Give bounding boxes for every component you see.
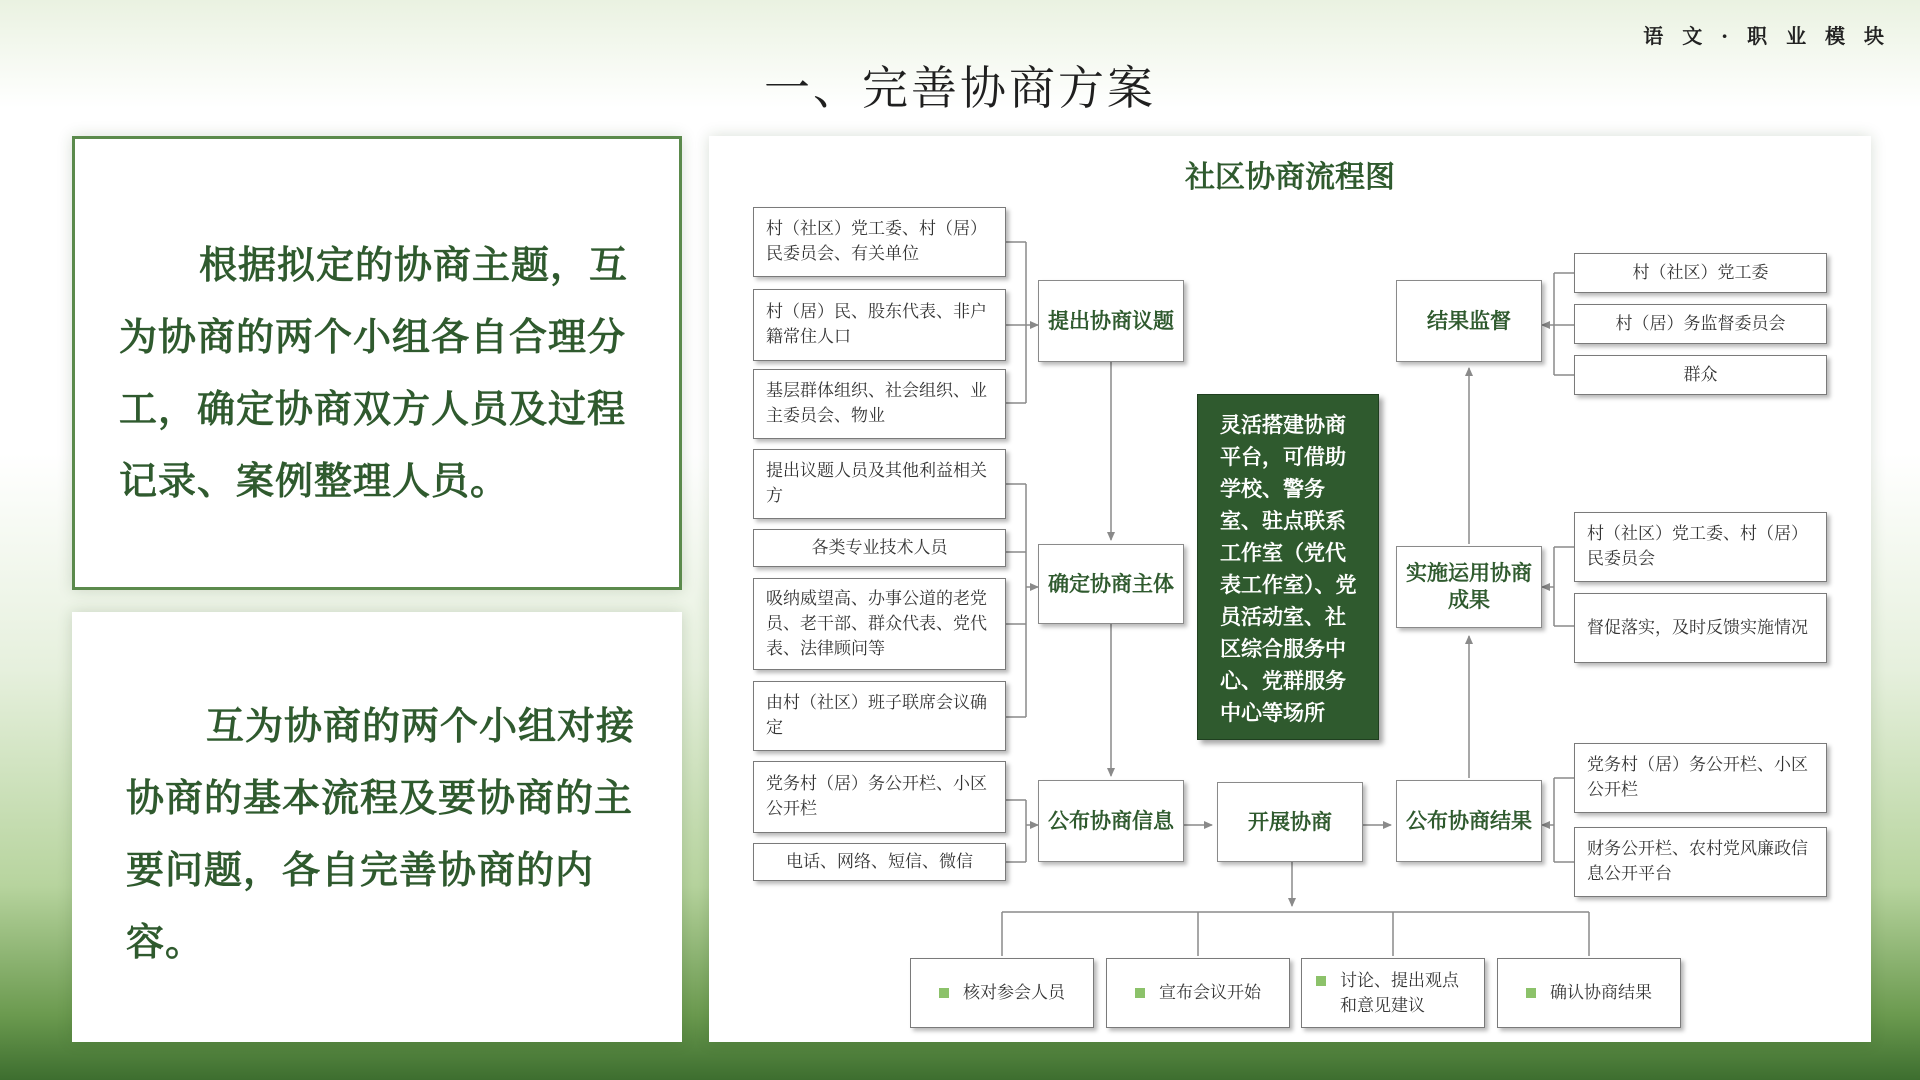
step-conduct-consultation: 开展协商 [1217,782,1363,862]
info-channel-box: 党务村（居）务公开栏、小区公开栏 [753,761,1006,833]
step-publish-result: 公布协商结果 [1396,780,1542,862]
procedure-step-label: 讨论、提出观点和意见建议 [1340,971,1459,1016]
supervisor-box: 村（居）务监督委员会 [1574,304,1827,344]
bullet-square-icon [1526,988,1536,998]
participant-box: 各类专业技术人员 [753,529,1006,567]
participant-box: 村（居）民、股东代表、非户籍常住人口 [753,289,1006,361]
implementer-box: 督促落实，及时反馈实施情况 [1574,593,1827,663]
result-channel-box: 党务村（居）务公开栏、小区公开栏 [1574,743,1827,813]
procedure-step [1106,958,1290,1028]
bullet-square-icon [1135,988,1145,998]
text-card-division [72,136,682,590]
flowchart-panel [709,136,1871,1042]
module-tag: 语 文 · 职 业 模 块 [1643,24,1890,48]
bullet-square-icon [1316,976,1326,986]
step-supervise-results: 结果监督 [1396,280,1542,362]
supervisor-box: 村（社区）党工委 [1574,253,1827,293]
text-card-process [72,612,682,1042]
procedure-step [910,958,1094,1028]
card-text-division: 根据拟定的协商主题，互为协商的两个小组各自合理分工，确定协商双方人员及过程记录、案例整理人员。 [119,243,629,503]
step-apply-results: 实施运用协商成果 [1396,546,1542,628]
bullet-square-icon [939,988,949,998]
result-channel-box: 财务公开栏、农村党风廉政信息公开平台 [1574,827,1827,897]
supervisor-box: 群众 [1574,355,1827,395]
procedure-step [1497,958,1681,1028]
participant-box: 村（社区）党工委、村（居）民委员会、有关单位 [753,207,1006,277]
page-title: 一、完善协商方案 [764,61,1156,115]
implementer-box: 村（社区）党工委、村（居）民委员会 [1574,512,1827,582]
procedure-step-label: 核对参会人员 [963,982,1065,1003]
procedure-step-label: 宣布会议开始 [1159,982,1261,1003]
participant-box: 基层群体组织、社会组织、业主委员会、物业 [753,369,1006,439]
info-channel-box: 电话、网络、短信、微信 [753,843,1006,881]
procedure-step [1301,958,1485,1028]
step-publish-info: 公布协商信息 [1038,780,1184,862]
step-confirm-parties: 确定协商主体 [1038,544,1184,624]
step-propose-topic: 提出协商议题 [1038,280,1184,362]
participant-box: 吸纳威望高、办事公道的老党员、老干部、群众代表、党代表、法律顾问等 [753,578,1006,670]
participant-box: 由村（社区）班子联席会议确定 [753,681,1006,751]
flowchart-title: 社区协商流程图 [1185,160,1395,195]
card-text-process: 互为协商的两个小组对接协商的基本流程及要协商的主要问题，各自完善协商的内容。 [126,704,636,964]
procedure-step-label: 确认协商结果 [1550,982,1652,1003]
platform-note: 灵活搭建协商平台，可借助学校、警务室、驻点联系工作室（党代表工作室）、党员活动室、社区综合服务中心、党群服务中心等场所 [1197,394,1379,740]
participant-box: 提出议题人员及其他利益相关方 [753,449,1006,519]
